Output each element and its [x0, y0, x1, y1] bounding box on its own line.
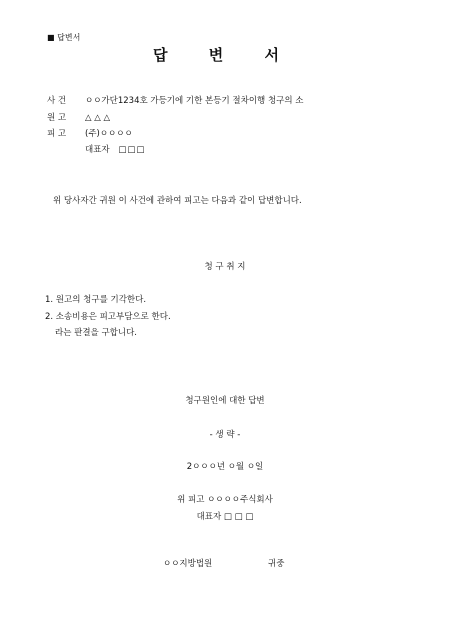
- intro-text: 위 당사자간 귀원 이 사건에 관하여 피고는 다음과 같이 답변합니다.: [53, 196, 302, 206]
- case-value: ㅇㅇ가단1234호 가등기에 기한 본등기 절차이행 청구의 소: [85, 96, 304, 106]
- case-row: [47, 94, 304, 106]
- claim-item-2: 2. 소송비용은 피고부담으로 한다.: [45, 312, 171, 322]
- document-date: 2ㅇㅇㅇ년 ㅇ월 ㅇ일: [186, 462, 264, 472]
- claim-item-3: 라는 판결을 구합니다.: [55, 328, 138, 338]
- court-suffix: 귀중: [268, 559, 285, 569]
- square-bullet-icon: ■: [47, 33, 55, 42]
- claim-item-1: 1. 원고의 청구를 기각한다.: [45, 295, 147, 305]
- plaintiff-value: △ △ △: [85, 113, 111, 123]
- signature-line-1: 위 피고 ㅇㅇㅇㅇ주식회사: [177, 495, 273, 505]
- court-name: ㅇㅇ지방법원: [163, 559, 213, 569]
- representative-value: □□□: [118, 145, 146, 155]
- defendant-row: [47, 127, 133, 139]
- defendant-label: 피 고: [47, 129, 67, 139]
- signature-line-2: 대표자 □ □ □: [196, 512, 254, 522]
- case-label: 사 건: [47, 96, 67, 106]
- plaintiff-row: [47, 111, 110, 123]
- representative-label: 대표자: [85, 145, 110, 155]
- document-header: [47, 32, 80, 43]
- plaintiff-label: 원 고: [47, 113, 67, 123]
- representative-row: [85, 143, 145, 155]
- document-title: 답 변 서: [153, 46, 297, 64]
- omitted-text: - 생 략 -: [209, 430, 241, 440]
- defendant-value: (주)ㅇㅇㅇㅇ: [85, 129, 133, 139]
- cause-heading: 청구원인에 대한 답변: [185, 396, 265, 406]
- header-label: 답변서: [57, 33, 81, 42]
- claim-heading: 청 구 취 지: [204, 262, 246, 272]
